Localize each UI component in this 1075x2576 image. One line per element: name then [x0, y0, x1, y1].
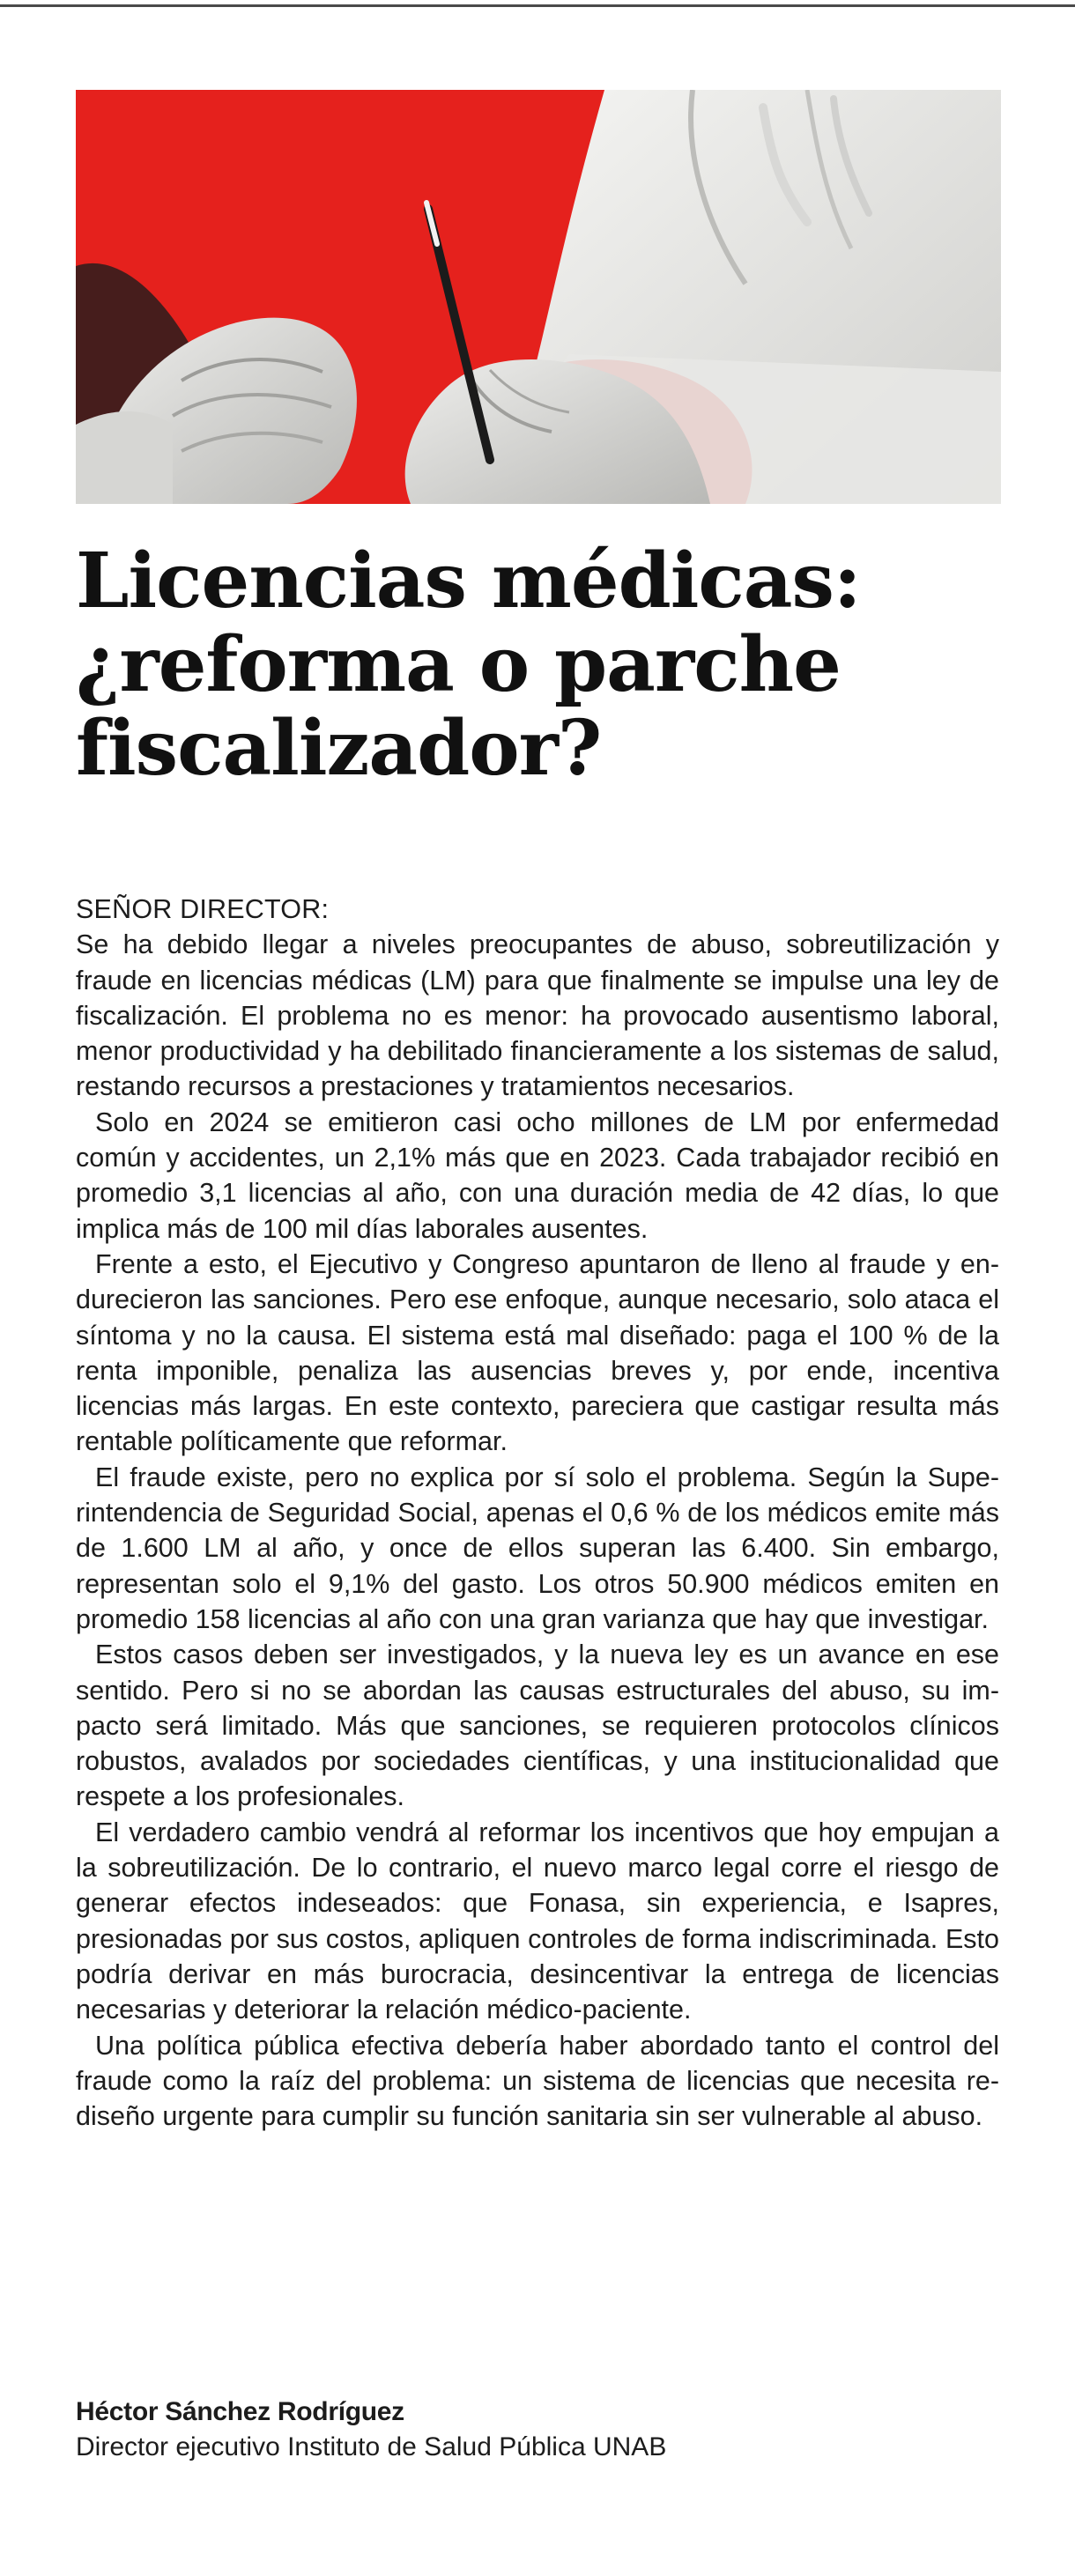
paragraph: Estos casos deben ser investigados, y la nueva ley es un avance en ese sentido. Pero si no se abordan las causas estructurales del abuso, su impacto será limitado. Más que sanciones, se requieren protocolos clínicos robustos, avalados por sociedades científicas, y una institucionalidad que respete a los profesionales.: [76, 1640, 999, 1812]
paragraph: Una política pública efectiva debería haber abordado tanto el control del fraude como la raíz del problema: un sistema de licencias que necesita rediseño urgente para cumplir su función sanitaria sin ser vulnerable al abuso.: [76, 2030, 999, 2132]
paragraph: Se ha debido llegar a niveles preocupantes de abuso, sobreutilización y fraude en licencias médicas (LM) para que finalmente se impulse una ley de fiscalización. El problema no es menor: ha provocado ausentismo laboral, menor productividad y ha debilitado financieramente a los sistemas de salud, restando recursos a prestaciones y tratamientos necesarios.: [76, 929, 999, 1102]
headline-line: Licencias médicas:: [76, 537, 861, 625]
signature: [76, 2395, 999, 2465]
doctor-writing-prescription-image: [76, 90, 1001, 504]
paragraph: El fraude existe, pero no explica por sí solo el problema. Según la Superintendencia de Seguridad Social, apenas el 0,6 % de los médicos emite más de 1.600 LM al año, y once de ellos superan las 6.400. Sin embargo, representan solo el 9,1% del gasto. Los otros 50.900 médicos emiten en promedio 158 licencias al año con una gran varianza que hay que investigar.: [76, 1462, 999, 1634]
headline: [76, 537, 1010, 793]
paragraph: Frente a esto, el Ejecutivo y Congreso apuntaron de lleno al fraude y endurecieron las sanciones. Pero ese enfoque, aunque necesario, solo ataca el síntoma y no la causa. El sistema está mal diseñado: paga el 100 % de la renta imponible, penaliza las ausencias breves y, por ende, incentiva licencias más largas. En este contexto, pareciera que castigar resulta más rentable políticamente que reformar.: [76, 1248, 999, 1457]
author-name: Héctor Sánchez Rodríguez: [76, 2397, 404, 2426]
headline-line: fiscalizador?: [76, 704, 602, 793]
salutation: SEÑOR DIRECTOR:: [76, 894, 330, 924]
article-photo: [76, 90, 1001, 504]
letter-body: [76, 892, 999, 2134]
headline-line: ¿reforma o parche: [76, 620, 841, 709]
paragraph: Solo en 2024 se emitieron casi ocho millones de LM por enfermedad común y accidentes, un 2,1% más que en 2023. Cada trabajador recibió en promedio 3,1 licencias al año, con una duración media de 42 días, lo que implica más de 100 mil días laborales ausentes.: [76, 1107, 999, 1244]
author-role: Director ejecutivo Instituto de Salud Pública UNAB: [76, 2432, 667, 2461]
top-rule: [0, 4, 1075, 7]
paragraph: El verdadero cambio vendrá al reformar los incentivos que hoy empujan a la sobreutilización. De lo contrario, el nuevo marco legal corre el riesgo de generar efectos indeseados: que Fonasa, sin experiencia, e Isapres, presionadas por sus costos, apliquen controles de forma indiscriminada. Esto podría derivar en más burocracia, desincentivar la entrega de licencias necesarias y deteriorar la relación médico-paciente.: [76, 1817, 999, 2025]
